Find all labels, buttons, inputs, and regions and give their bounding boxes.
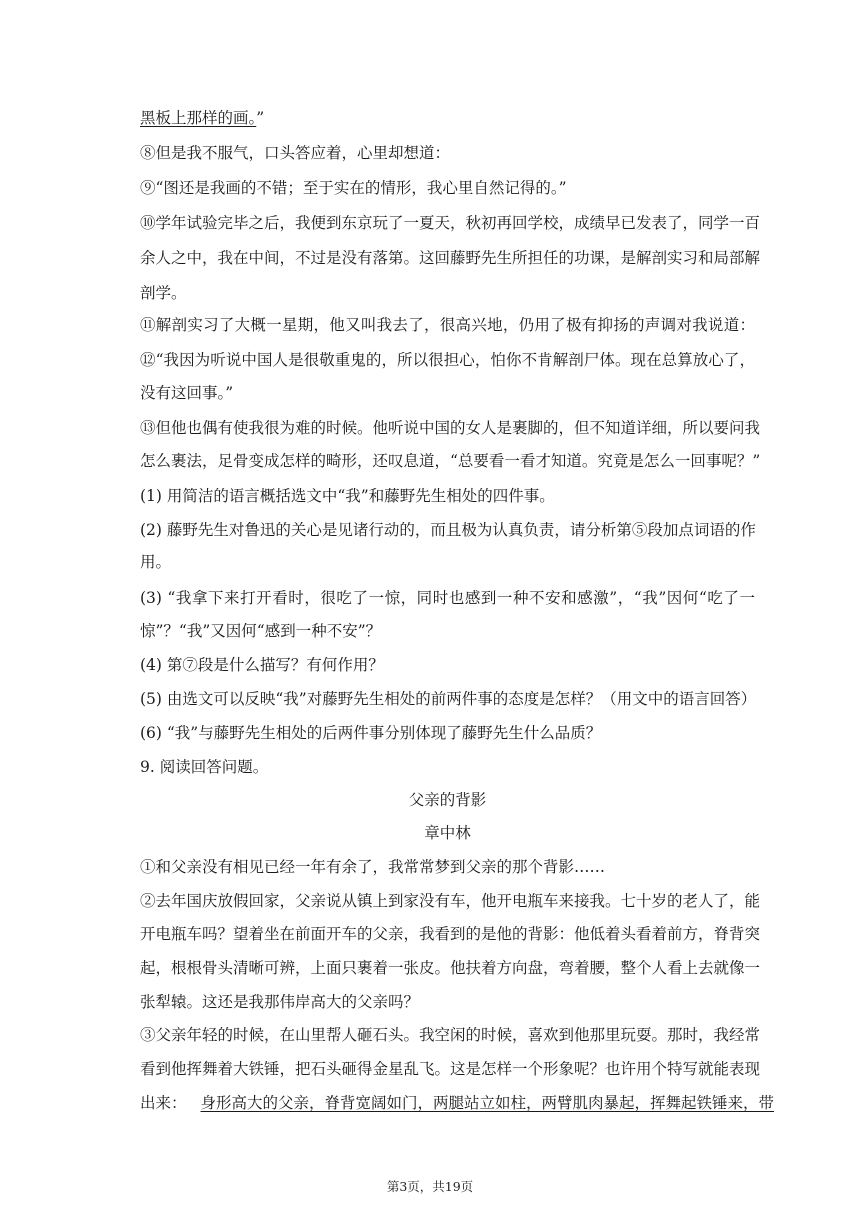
text-line: ③父亲年轻的时候，在山里帮人砸石头。我空闲的时候，喜欢到他那里玩耍。那时，我经常 (140, 1026, 761, 1044)
text-line: ⑧但是我不服气，口头答应着，心里却想道： (140, 144, 451, 162)
question-item: (5) 由选文可以反映“我”对藤野先生相处的前两件事的态度是怎样？（用文中的语言回答） (140, 690, 757, 708)
question-item: (3) “我拿下来打开看时，很吃了一惊，同时也感到一种不安和感激”，“我”因何“吃了一 (140, 589, 755, 607)
article-author: 章中林 (424, 824, 471, 842)
question-item: (1) 用简洁的语言概括选文中“我”和藤野先生相处的四件事。 (140, 487, 555, 505)
text-line: 起，根根骨头清晰可辨，上面只裹着一张皮。他扶着方向盘，弯着腰，整个人看上去就像一 (140, 959, 761, 977)
text-line: 余人之中，我在中间，不过是没有落第。这回藤野先生所担任的功课，是解剖实习和局部解 (140, 249, 761, 267)
question-item: (4) 第⑦段是什么描写？有何作用？ (140, 656, 384, 674)
page-footer: 第3页，共19页 (386, 1179, 474, 1194)
line-prefix: 出来： (140, 1094, 187, 1112)
quote-mark: ” (256, 109, 265, 127)
text-line: 用。 (140, 553, 172, 571)
underlined-text: 身形高大的父亲，脊背宽阔如门，两腿站立如柱，两臂肌肉暴起，挥舞起铁锤来，带 (200, 1094, 775, 1112)
text-line (140, 108, 755, 128)
text-line: ⑫“我因为听说中国人是很敬重鬼的，所以很担心，怕你不肯解剖尸体。现在总算放心了， (140, 351, 755, 369)
text-line: ①和父亲没有相见已经一年有余了，我常常梦到父亲的那个背影…… (140, 858, 606, 876)
text-line: ⑨“图还是我画的不错；至于实在的情形，我心里自然记得的。” (140, 179, 567, 197)
article-title: 父亲的背影 (408, 791, 487, 809)
text-line: ⑩学年试验完毕之后，我便到东京玩了一夏天，秋初再回学校，成绩早已发表了，同学一百 (140, 214, 761, 232)
text-line: ②去年国庆放假回家，父亲说从镇上到家没有车，他开电瓶车来接我。七十岁的老人了，能 (140, 892, 761, 910)
text-line: 剖学。 (140, 284, 187, 302)
text-line (140, 1093, 775, 1113)
underlined-text: 黑板上那样的画。 (140, 109, 257, 127)
text-line: 没有这回事。” (140, 384, 234, 402)
text-line: ⑪解剖实习了大概一星期，他又叫我去了，很高兴地，仍用了极有抑扬的声调对我说道： (140, 316, 755, 334)
text-line: 看到他挥舞着大铁锤，把石头砸得金星乱飞。这是怎样一个形象呢？也许用个特写就能表现 (140, 1060, 761, 1078)
text-line: 开电瓶车吗？望着坐在前面开车的父亲，我看到的是他的背影：他低着头看着前方，脊背突 (140, 925, 761, 943)
text-line: 惊”？“我”又因何“感到一种不安”？ (140, 622, 382, 640)
text-line: 张犁辕。这还是我那伟岸高大的父亲吗？ (140, 993, 420, 1011)
text-line: 怎么裹法，足骨变成怎样的畸形，还叹息道，“总要看一看才知道。究竟是怎么一回事呢？” (140, 452, 761, 470)
question-item: (6) “我”与藤野先生相处的后两件事分别体现了藤野先生什么品质？ (140, 724, 602, 742)
question-item: (2) 藤野先生对鲁迅的关心是见诸行动的，而且极为认真负责，请分析第⑤段加点词语的作 (140, 521, 756, 539)
text-line: ⑬但他也偶有使我很为难的时候。他听说中国的女人是裹脚的，但不知道详细，所以要问我 (140, 419, 761, 437)
question-number: 9. 阅读回答问题。 (140, 758, 269, 776)
